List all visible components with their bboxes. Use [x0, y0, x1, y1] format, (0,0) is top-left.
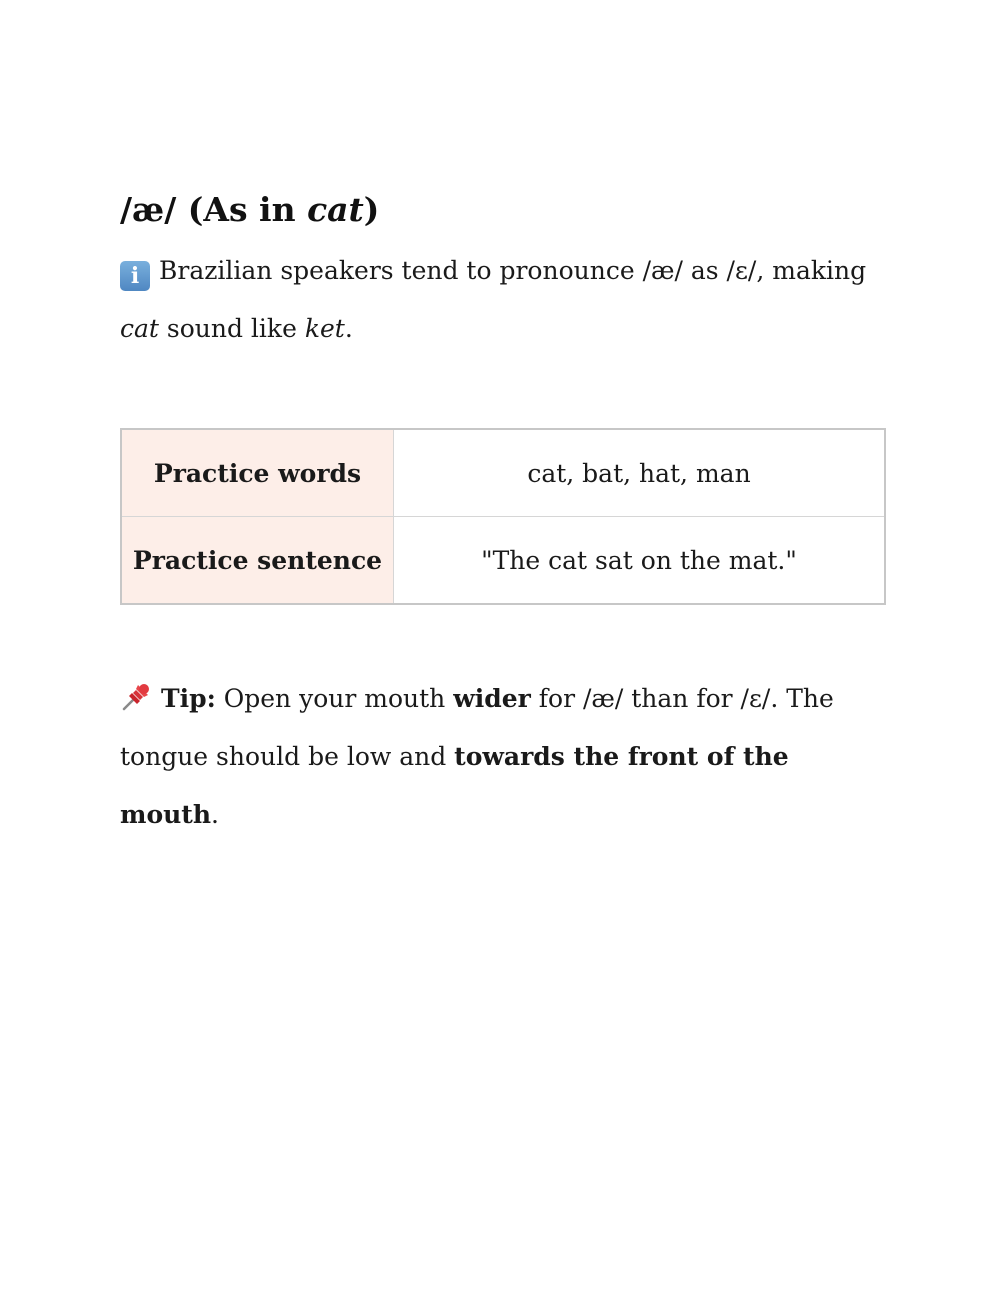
table-row — [121, 517, 885, 605]
information-icon: i — [120, 261, 150, 291]
title-example-word: cat — [307, 190, 364, 229]
practice-sentence-label: Practice sentence — [121, 517, 394, 605]
tip-label: Tip: — [161, 684, 216, 713]
title-suffix: ) — [363, 190, 380, 229]
tip-bold-wider: wider — [453, 684, 531, 713]
lesson-page — [120, 180, 885, 844]
practice-words-value: cat, bat, hat, man — [394, 429, 886, 517]
tip-text-1: Open your mouth — [215, 684, 454, 713]
practice-words-label: Practice words — [121, 429, 394, 517]
info-text-1: Brazilian speakers tend to pronounce /æ/ as /ɛ/, making — [159, 256, 867, 285]
tip-bold-front: towards the front of the mouth — [120, 742, 789, 829]
title-prefix: /æ/ (As in — [120, 190, 308, 229]
tip-text-2: for /æ/ than for /ɛ/. The tongue should be low and — [120, 684, 834, 771]
info-paragraph — [120, 242, 885, 358]
info-word-cat: cat — [120, 314, 159, 343]
tip-text-3: . — [211, 800, 219, 829]
pushpin-icon — [120, 676, 154, 710]
practice-table — [120, 428, 886, 605]
info-word-ket: ket — [304, 314, 345, 343]
section-title — [120, 180, 885, 240]
table-row — [121, 429, 885, 517]
info-text-2: sound like — [158, 314, 305, 343]
info-text-3: . — [344, 314, 353, 343]
tip-paragraph — [120, 670, 885, 844]
practice-sentence-value: "The cat sat on the mat." — [394, 517, 886, 605]
